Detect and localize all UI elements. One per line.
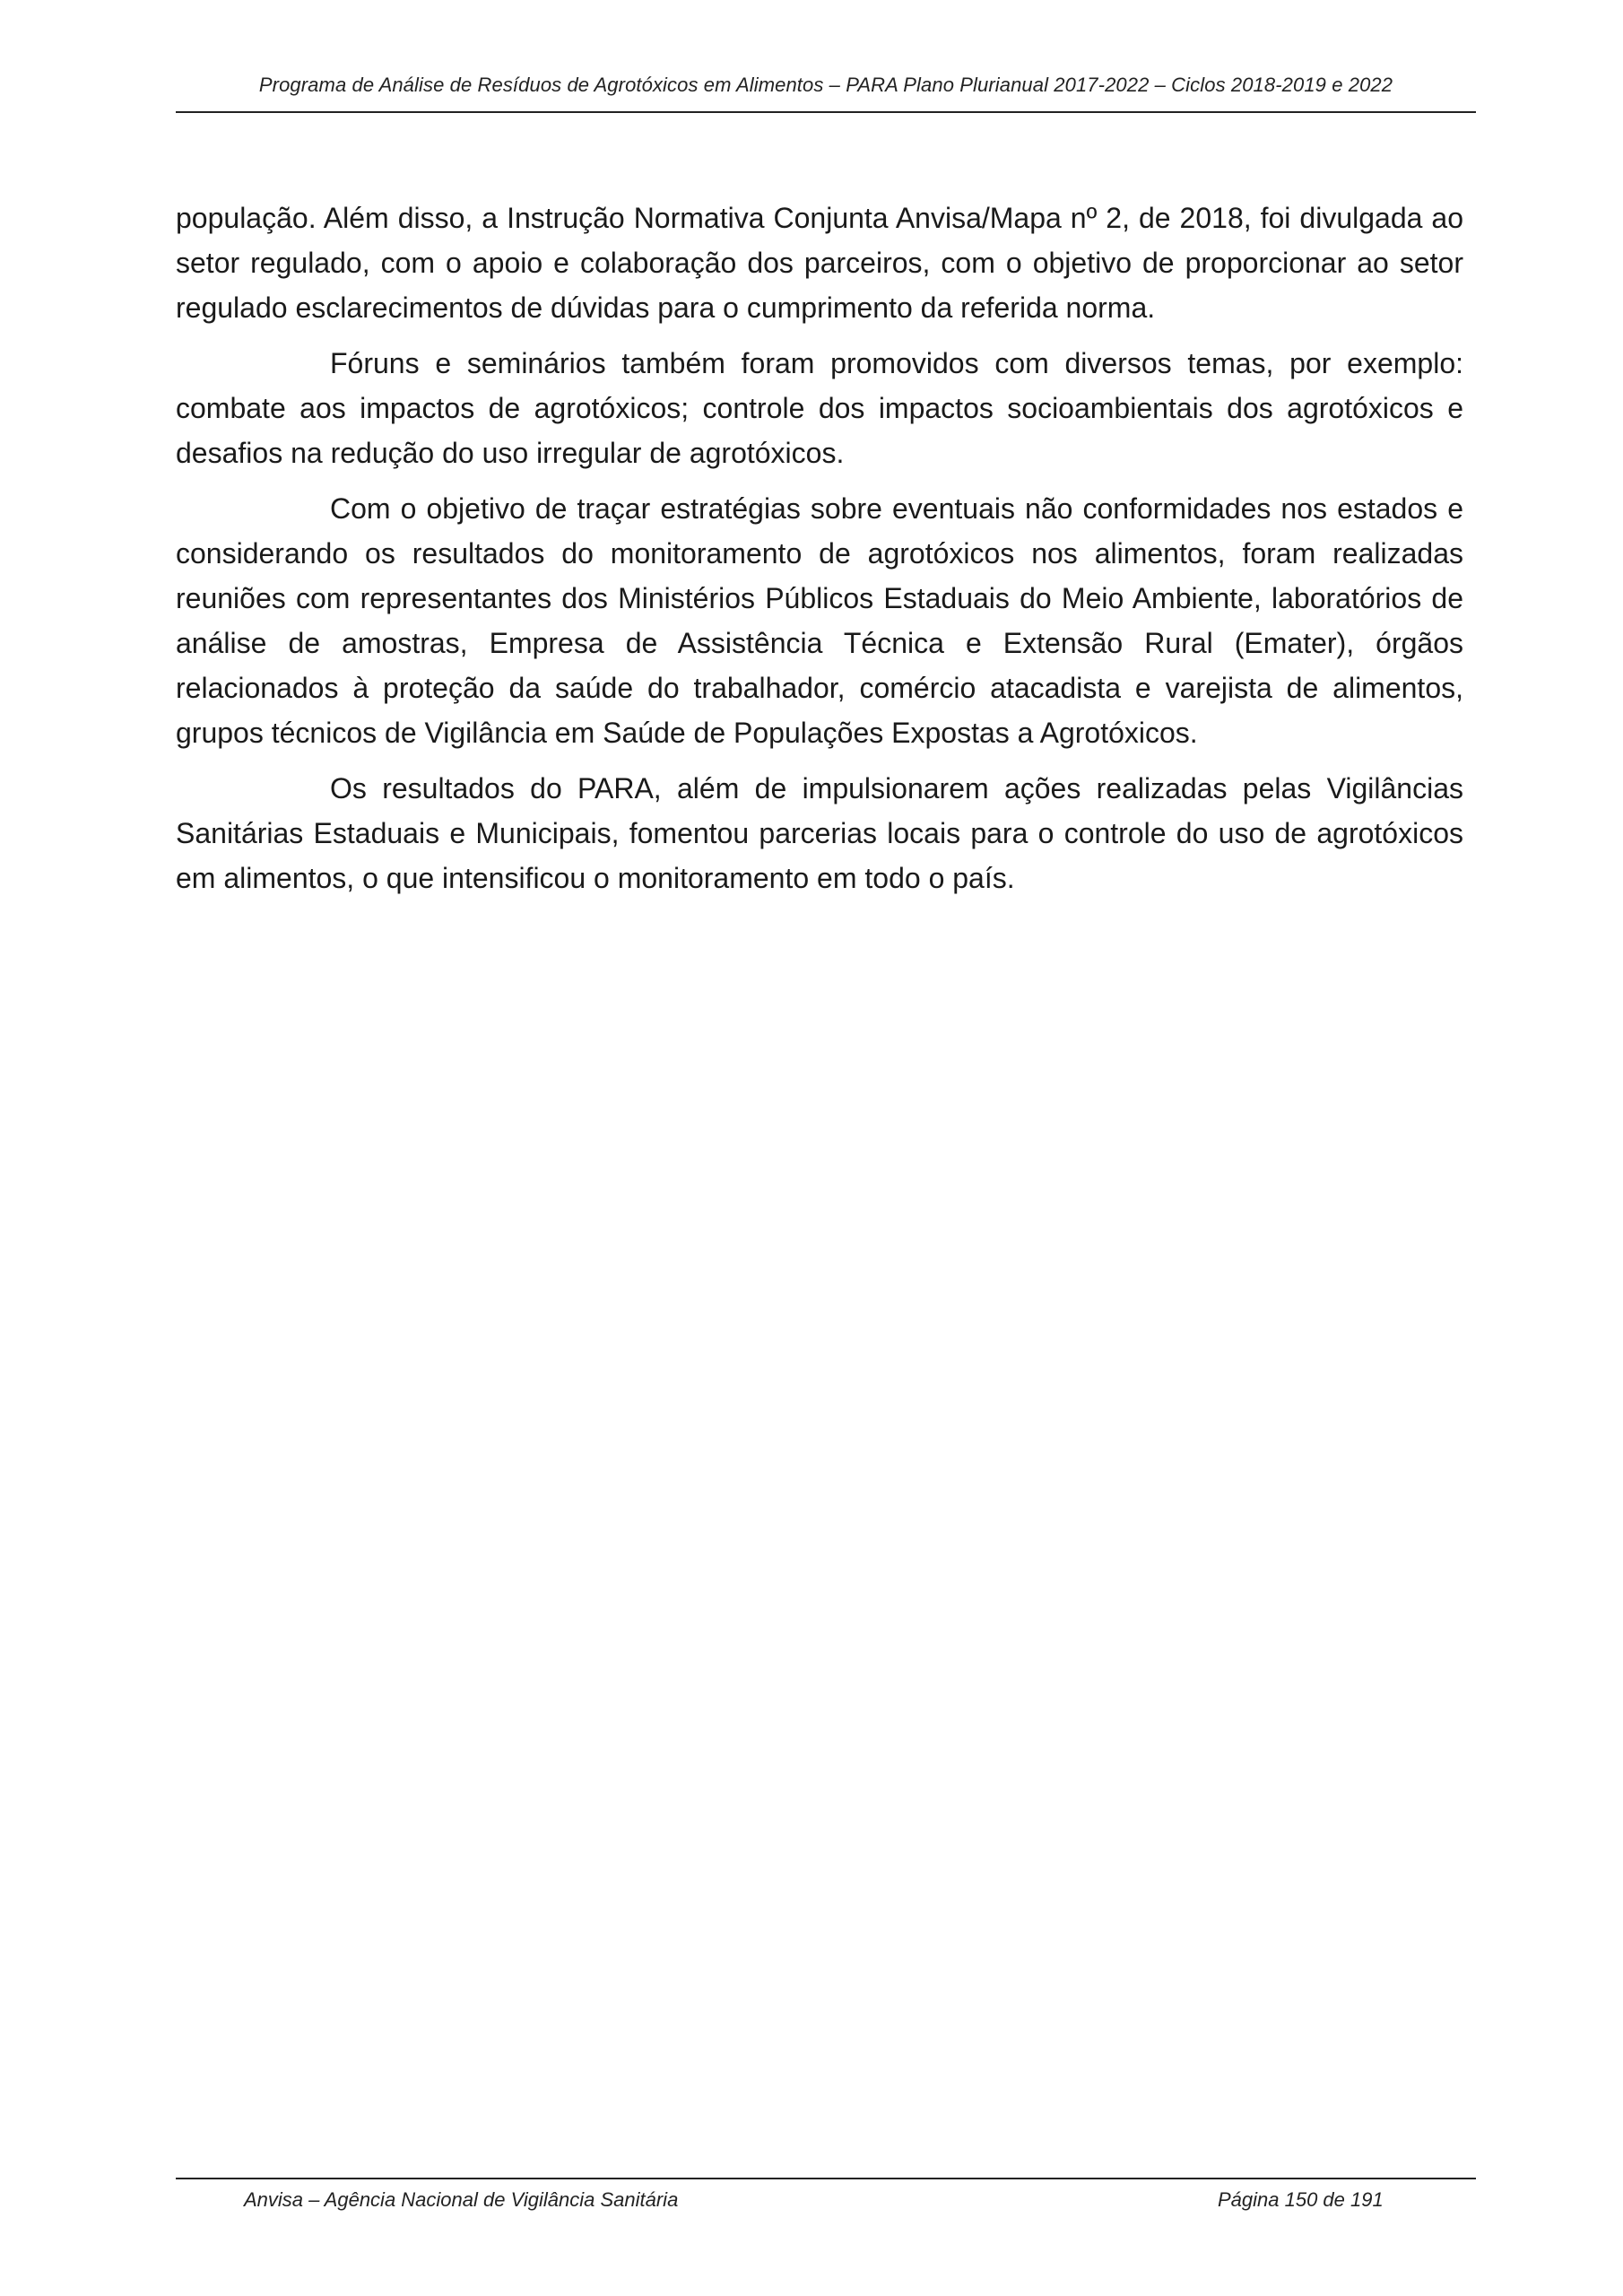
paragraph-2: Fóruns e seminários também foram promovidos com diversos temas, por exemplo: combate aos impactos de agrotóxicos; controle dos impactos socioambientais dos agrotóxicos e desafios na redução do uso irregular de agrotóxicos. bbox=[176, 347, 1463, 469]
page-number: Página 150 de 191 bbox=[1218, 2188, 1384, 2211]
paragraph-4: Os resultados do PARA, além de impulsionarem ações realizadas pelas Vigilâncias Sanitárias Estaduais e Municipais, fomentou parcerias locais para o controle do uso de agrotóxicos em alimentos, o que intensificou o monitoramento em todo o país. bbox=[176, 772, 1463, 894]
page-footer bbox=[176, 2178, 1476, 2211]
document-body bbox=[176, 196, 1463, 911]
paragraph-3: Com o objetivo de traçar estratégias sobre eventuais não conformidades nos estados e considerando os resultados do monitoramento de agrotóxicos nos alimentos, foram realizadas reuniões com representantes dos Ministérios Públicos Estaduais do Meio Ambiente, laboratórios de análise de amostras, Empresa de Assistência Técnica e Extensão Rural (Emater), órgãos relacionados à proteção da saúde do trabalhador, comércio atacadista e varejista de alimentos, grupos técnicos de Vigilância em Saúde de Populações Expostas a Agrotóxicos. bbox=[176, 492, 1463, 749]
paragraph-1: população. Além disso, a Instrução Normativa Conjunta Anvisa/Mapa nº 2, de 2018, foi divulgada ao setor regulado, com o apoio e colaboração dos parceiros, com o objetivo de proporcionar ao setor regulado esclarecimentos de dúvidas para o cumprimento da referida norma. bbox=[176, 202, 1463, 324]
footer-organization: Anvisa – Agência Nacional de Vigilância Sanitária bbox=[244, 2188, 679, 2211]
page-header bbox=[176, 74, 1476, 113]
header-text: Programa de Análise de Resíduos de Agrotóxicos em Alimentos – PARA Plano Plurianual 2017-2022 – Ciclos 2018-2019 e 2022 bbox=[258, 74, 1393, 96]
